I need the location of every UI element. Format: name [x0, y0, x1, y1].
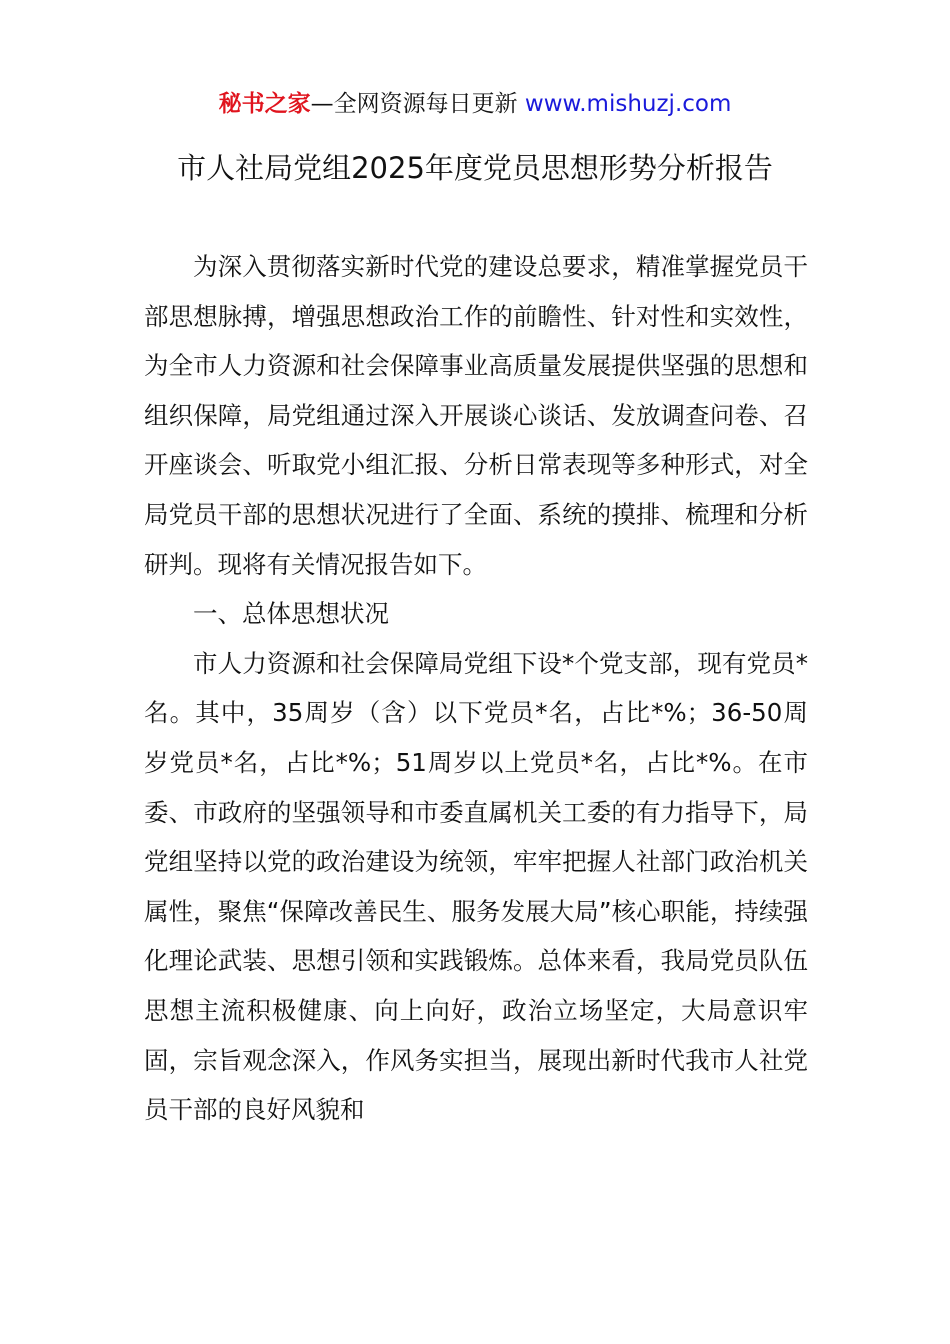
site-url-link[interactable]: www.mishuzj.com — [524, 91, 732, 117]
header-tagline: —全网资源每日更新 — [310, 91, 518, 117]
document-title: 市人社局党组2025年度党员思想形势分析报告 — [177, 151, 773, 185]
section-heading: 一、总体思想状况 — [193, 599, 389, 629]
site-header — [0, 86, 950, 122]
overview-paragraph: 市人力资源和社会保障局党组下设*个党支部，现有党员*名。其中，35周岁（含）以下党员*名，占比*%；36-50周岁党员*名，占比*%；51周岁以上党员*名，占比*%。在市委、市政府的坚强领导和市委直属机关工委的有力指导下，局党组坚持以党的政治建设为统领，牢牢把握人社部门政治机关属性，聚焦“保障改善民生、服务发展大局”核心职能，持续强化理论武装、思想引领和实践锻炼。总体来看，我局党员队伍思想主流积极健康、向上向好，政治立场坚定，大局意识牢固，宗旨观念深入，作风务实担当，展现出新时代我市人社党员干部的良好风貌和 — [144, 648, 808, 1125]
intro-paragraph: 为深入贯彻落实新时代党的建设总要求，精准掌握党员干部思想脉搏，增强思想政治工作的前瞻性、针对性和实效性，为全市人力资源和社会保障事业高质量发展提供坚强的思想和组织保障，局党组通过深入开展谈心谈话、发放调查问卷、召开座谈会、听取党小组汇报、分析日常表现等多种形式，对全局党员干部的思想状况进行了全面、系统的摸排、梳理和分析研判。现将有关情况报告如下。 — [144, 252, 808, 579]
brand-name: 秘书之家 — [218, 91, 311, 117]
document-body — [144, 242, 808, 1135]
